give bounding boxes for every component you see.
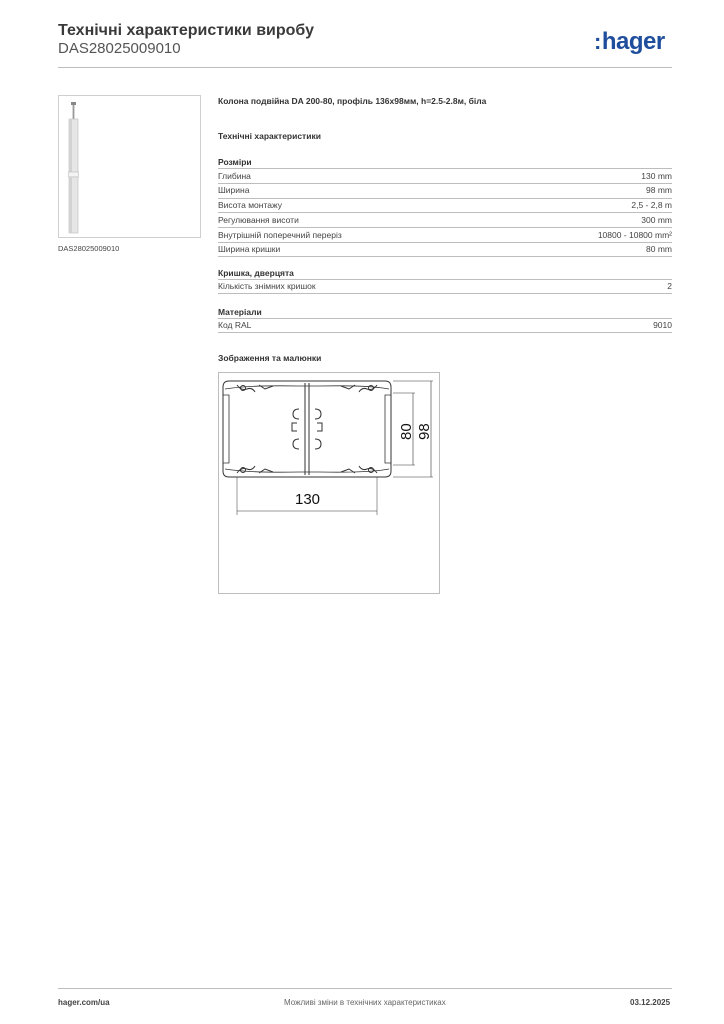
- row-value: 130 mm: [641, 170, 672, 181]
- dimensions-table: [218, 168, 672, 257]
- row-label: Ширина кришки: [218, 244, 281, 255]
- table-row: [218, 198, 672, 213]
- product-image-caption: DAS28025009010: [58, 244, 120, 253]
- cover-table: [218, 279, 672, 294]
- row-value: 9010: [653, 320, 672, 331]
- drawings-heading: Зображення та малюнки: [218, 353, 322, 363]
- product-image-frame: [58, 95, 201, 238]
- specs-heading: Технічні характеристики: [218, 131, 321, 141]
- table-row: [218, 318, 672, 333]
- dimension-label-width: 130: [295, 491, 321, 508]
- dimension-label-outer: 98: [416, 423, 433, 440]
- table-row: [218, 242, 672, 257]
- product-image: [59, 96, 200, 237]
- table-row: [218, 183, 672, 198]
- cross-section-drawing: [219, 373, 439, 593]
- footer-website-link[interactable]: hager.com/ua: [58, 998, 110, 1007]
- materials-table: [218, 318, 672, 333]
- section-title-cover: Кришка, дверцята: [218, 268, 294, 278]
- row-label: Код RAL: [218, 320, 252, 331]
- footer-note: Можливі зміни в технічних характеристиках: [284, 998, 446, 1007]
- header-divider: [58, 67, 672, 68]
- section-title-materials: Матеріали: [218, 307, 262, 317]
- row-label: Ширина: [218, 185, 250, 196]
- table-row: [218, 279, 672, 294]
- page-title: Технічні характеристики виробу: [58, 22, 314, 39]
- row-label: Кількість знімних кришок: [218, 281, 316, 292]
- product-name: Колона подвійна DA 200-80, профіль 136х98мм, h=2.5-2.8м, біла: [218, 96, 487, 106]
- footer-date: 03.12.2025: [630, 998, 671, 1007]
- table-row: [218, 227, 672, 242]
- hager-logo: :hager: [594, 28, 665, 55]
- row-value: 98 mm: [646, 185, 672, 196]
- row-value: 300 mm: [641, 215, 672, 226]
- section-title-dimensions: Розміри: [218, 157, 252, 167]
- product-reference: DAS28025009010: [58, 40, 181, 57]
- row-value: 10800 - 10800 mm²: [597, 229, 672, 240]
- row-value: 2: [667, 281, 672, 292]
- row-label: Висота монтажу: [218, 200, 283, 211]
- technical-drawing-frame: [218, 372, 440, 594]
- dimension-label-inner: 80: [398, 423, 415, 440]
- row-label: Глибина: [218, 170, 251, 181]
- row-value: 80 mm: [646, 244, 672, 255]
- row-label: Внутрішній поперечний переріз: [218, 229, 342, 240]
- row-label: Регулювання висоти: [218, 215, 299, 226]
- footer-divider: [58, 988, 672, 989]
- table-row: [218, 168, 672, 183]
- table-row: [218, 212, 672, 227]
- row-value: 2,5 - 2,8 m: [631, 200, 672, 211]
